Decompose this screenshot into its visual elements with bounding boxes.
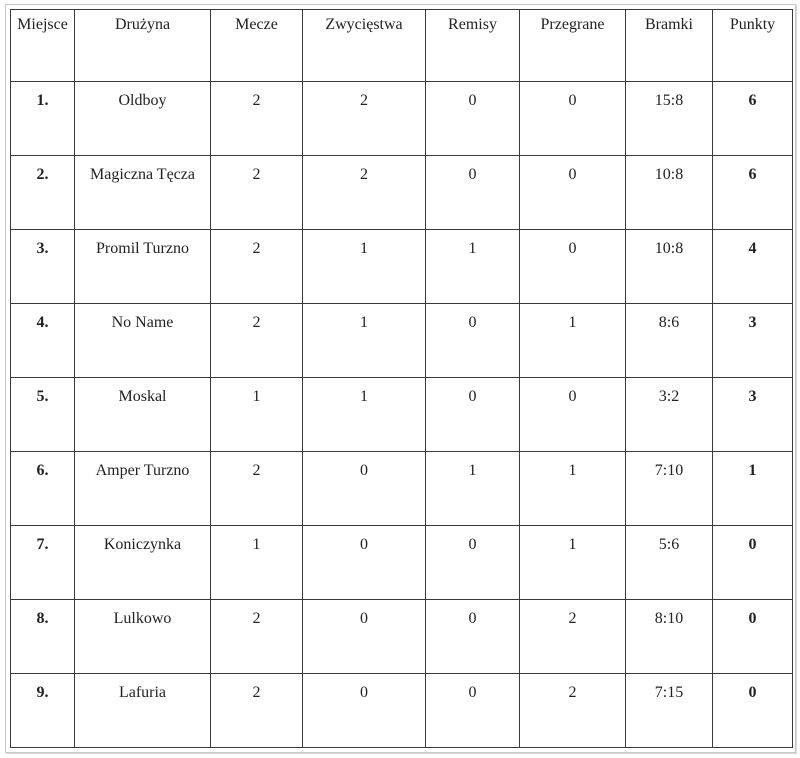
- goals-cell: 15:8: [626, 82, 713, 156]
- header-points: Punkty: [713, 10, 793, 82]
- standings-body: [11, 82, 793, 748]
- matches-cell: 2: [211, 600, 303, 674]
- place-cell: 9.: [11, 674, 75, 748]
- goals-cell: 7:15: [626, 674, 713, 748]
- team-cell: Amper Turzno: [75, 452, 211, 526]
- matches-cell: 2: [211, 230, 303, 304]
- draws-cell: 0: [426, 600, 520, 674]
- place-cell: 3.: [11, 230, 75, 304]
- matches-cell: 1: [211, 526, 303, 600]
- header-matches: Mecze: [211, 10, 303, 82]
- standings-panel: [5, 4, 796, 753]
- points-cell: 6: [713, 156, 793, 230]
- losses-cell: 0: [520, 82, 626, 156]
- losses-cell: 1: [520, 452, 626, 526]
- header-draws: Remisy: [426, 10, 520, 82]
- place-cell: 7.: [11, 526, 75, 600]
- losses-cell: 2: [520, 674, 626, 748]
- losses-cell: 1: [520, 304, 626, 378]
- place-cell: 5.: [11, 378, 75, 452]
- draws-cell: 0: [426, 526, 520, 600]
- points-cell: 4: [713, 230, 793, 304]
- draws-cell: 0: [426, 378, 520, 452]
- wins-cell: 0: [303, 674, 426, 748]
- draws-cell: 1: [426, 452, 520, 526]
- team-cell: Lulkowo: [75, 600, 211, 674]
- place-cell: 2.: [11, 156, 75, 230]
- matches-cell: 2: [211, 674, 303, 748]
- table-row: [11, 156, 793, 230]
- wins-cell: 0: [303, 526, 426, 600]
- header-place: Miejsce: [11, 10, 75, 82]
- goals-cell: 10:8: [626, 156, 713, 230]
- wins-cell: 1: [303, 304, 426, 378]
- points-cell: 0: [713, 674, 793, 748]
- wins-cell: 0: [303, 600, 426, 674]
- goals-cell: 5:6: [626, 526, 713, 600]
- table-row: [11, 674, 793, 748]
- wins-cell: 1: [303, 230, 426, 304]
- draws-cell: 0: [426, 156, 520, 230]
- matches-cell: 2: [211, 82, 303, 156]
- team-cell: No Name: [75, 304, 211, 378]
- header-losses: Przegrane: [520, 10, 626, 82]
- team-cell: Lafuria: [75, 674, 211, 748]
- points-cell: 3: [713, 378, 793, 452]
- team-cell: Promil Turzno: [75, 230, 211, 304]
- table-row: [11, 526, 793, 600]
- draws-cell: 0: [426, 674, 520, 748]
- points-cell: 6: [713, 82, 793, 156]
- table-row: [11, 600, 793, 674]
- points-cell: 1: [713, 452, 793, 526]
- points-cell: 0: [713, 526, 793, 600]
- table-row: [11, 82, 793, 156]
- losses-cell: 1: [520, 526, 626, 600]
- goals-cell: 8:6: [626, 304, 713, 378]
- table-row: [11, 304, 793, 378]
- table-row: [11, 230, 793, 304]
- header-wins: Zwycięstwa: [303, 10, 426, 82]
- wins-cell: 1: [303, 378, 426, 452]
- place-cell: 4.: [11, 304, 75, 378]
- place-cell: 8.: [11, 600, 75, 674]
- place-cell: 6.: [11, 452, 75, 526]
- team-cell: Moskal: [75, 378, 211, 452]
- team-cell: Koniczynka: [75, 526, 211, 600]
- points-cell: 3: [713, 304, 793, 378]
- losses-cell: 2: [520, 600, 626, 674]
- matches-cell: 2: [211, 304, 303, 378]
- goals-cell: 3:2: [626, 378, 713, 452]
- matches-cell: 1: [211, 378, 303, 452]
- draws-cell: 0: [426, 304, 520, 378]
- losses-cell: 0: [520, 378, 626, 452]
- losses-cell: 0: [520, 156, 626, 230]
- matches-cell: 2: [211, 156, 303, 230]
- header-goals: Bramki: [626, 10, 713, 82]
- place-cell: 1.: [11, 82, 75, 156]
- matches-cell: 2: [211, 452, 303, 526]
- draws-cell: 0: [426, 82, 520, 156]
- goals-cell: 10:8: [626, 230, 713, 304]
- wins-cell: 2: [303, 156, 426, 230]
- team-cell: Magiczna Tęcza: [75, 156, 211, 230]
- draws-cell: 1: [426, 230, 520, 304]
- team-cell: Oldboy: [75, 82, 211, 156]
- table-row: [11, 452, 793, 526]
- header-team: Drużyna: [75, 10, 211, 82]
- header-row: [11, 10, 793, 82]
- wins-cell: 0: [303, 452, 426, 526]
- goals-cell: 7:10: [626, 452, 713, 526]
- standings-table: [10, 9, 793, 748]
- points-cell: 0: [713, 600, 793, 674]
- goals-cell: 8:10: [626, 600, 713, 674]
- wins-cell: 2: [303, 82, 426, 156]
- table-row: [11, 378, 793, 452]
- losses-cell: 0: [520, 230, 626, 304]
